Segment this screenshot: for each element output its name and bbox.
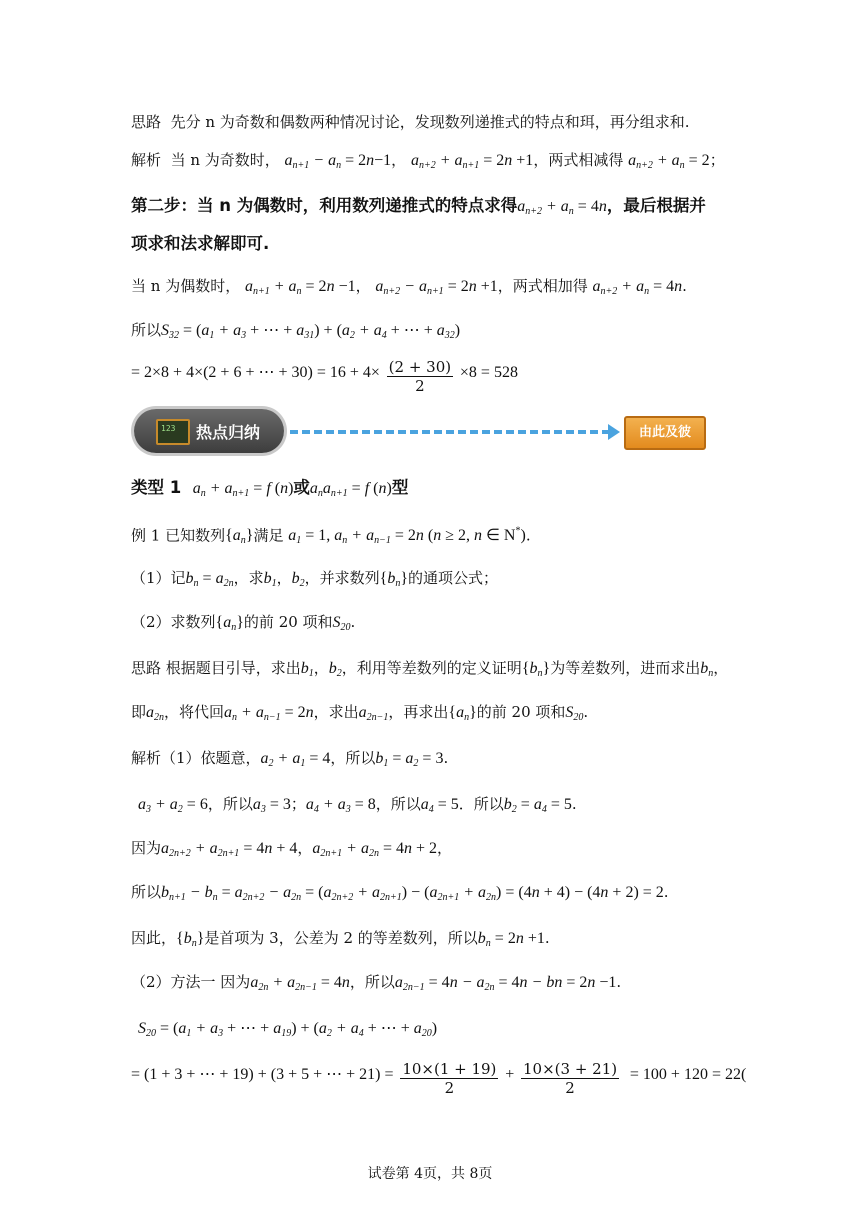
step-two-line-1: 第二步：当 n 为偶数时，利用数列递推式的特点求得$a_{n+2} + a_n = 4n$，最后根据并 <box>131 196 706 217</box>
example-one: 例 1 已知数列$\{a_n\}$满足 $a_1 = 1$, $a_n + a_{n-1} = 2n$ (n ≥ 2, n ∈ N*). <box>131 526 531 547</box>
solution-two-line-4: 所以$b_{n+1} - b_n = a_{2n+2} - a_{2n} = (a_{2n+2} + a_{2n+1}) - (a_{2n+1} + a_{2n}) = (4n + 4) - (4n + 2) = 2$. <box>131 883 669 903</box>
solution-line-1: 解析 当 n 为奇数时， $a_{n+1} - a_n = 2n-1$， $a_{n+2} + a_{n+1} = 2n +1$，两式相减得 $a_{n+2} + a_n = 2$； <box>131 151 725 171</box>
idea-two-line-1: 思路 根据题目引导，求出$b_1$，$b_2$，利用等差数列的定义证明$\{b_n\}$为等差数列，进而求出$b_n$， <box>131 659 729 679</box>
sum-s32-calc: = 2×8 + 4×(2 + 6 + ⋯ + 30) = 16 + 4× $\frac{(2 + 30)}{2}$ ×8 = 528 <box>131 358 518 395</box>
solution-two-line-2: $a_3 + a_2 = 6$，所以$a_3 = 3$；$a_4 + a_3 = 8$，所以$a_4 = 5$．所以$b_2 = a_4 = 5$. <box>138 795 577 815</box>
s20-line: $S_{20} = (a_1 + a_3$ + ⋯ + $a_{19}) + (a_2 + a_4$ + ⋯ + $a_{20}$) <box>138 1020 438 1039</box>
banner-title: 热点归纳 <box>196 423 261 442</box>
blackboard-icon: 123 <box>156 419 190 445</box>
page-footer: 试卷第 4页，共 8页 <box>367 1166 493 1182</box>
step-two-line-2: 项求和法求解即可. <box>131 234 270 253</box>
solution-two-line-5: 因此，$\{b_n\}$是首项为 3，公差为 2 的等差数列，所以$b_n = 2n +1$. <box>131 929 550 949</box>
section-banner <box>134 409 284 453</box>
arrow-head-icon <box>608 424 620 440</box>
idea-two-line-2: 即$a_{2n}$，将代回$a_n + a_{n-1} = 2n$，求出$a_{2n-1}$，再求出$\{a_n\}$的前 20 项和$S_{20}$. <box>131 703 589 723</box>
type-one-heading: 类型 1 $a_n + a_{n+1} = f$ (n)或$a_na_{n+1} = f$ (n)型 <box>131 478 409 499</box>
dashed-arrow-line <box>290 430 610 434</box>
question-one: （1）记$b_n = a_{2n}$，求$b_1$，$b_2$，并求数列$\{b_n\}$的通项公式； <box>131 569 499 589</box>
idea-line-1: 思路 先分 n 为奇数和偶数两种情况讨论，发现数列递推式的特点和珥，再分组求和. <box>131 113 690 131</box>
even-case-line: 当 n 为偶数时， $a_{n+1} + a_n = 2n -1$， $a_{n+2} - a_{n+1} = 2n +1$，两式相加得 $a_{n+2} + a_n = 4n$. <box>131 277 687 297</box>
method-one-line: （2）方法一 因为$a_{2n} + a_{2n-1} = 4n$，所以$a_{2n-1} = 4n - a_{2n} = 4n$ − bn = 2n −1. <box>131 973 622 993</box>
sum-s32-line: 所以$S_{32} = (a_1 + a_3$ + ⋯ + $a_{31}) + (a_2 + a_4$ + ⋯ + $a_{32}$) <box>131 321 461 341</box>
banner-tag: 由此及彼 <box>624 416 706 450</box>
solution-two-line-1: 解析（1）依题意，$a_2 + a_1 = 4$，所以$b_1 = a_2 = 3$. <box>131 749 449 769</box>
solution-two-line-3: 因为$a_{2n+2} + a_{2n+1} = 4n + 4$，$a_{2n+1} + a_{2n} = 4n + 2$， <box>131 839 453 859</box>
question-two: （2）求数列$\{a_n\}$的前 20 项和$S_{20}$. <box>131 613 356 633</box>
s20-calc-line: = (1 + 3 + ⋯ + 19) + (3 + 5 + ⋯ + 21) = $\frac{10\times(1 + 19)}{2}$ + $\frac{10\times(3 + 21)}{2}$ = 100 + 120 = 22( <box>131 1060 747 1097</box>
